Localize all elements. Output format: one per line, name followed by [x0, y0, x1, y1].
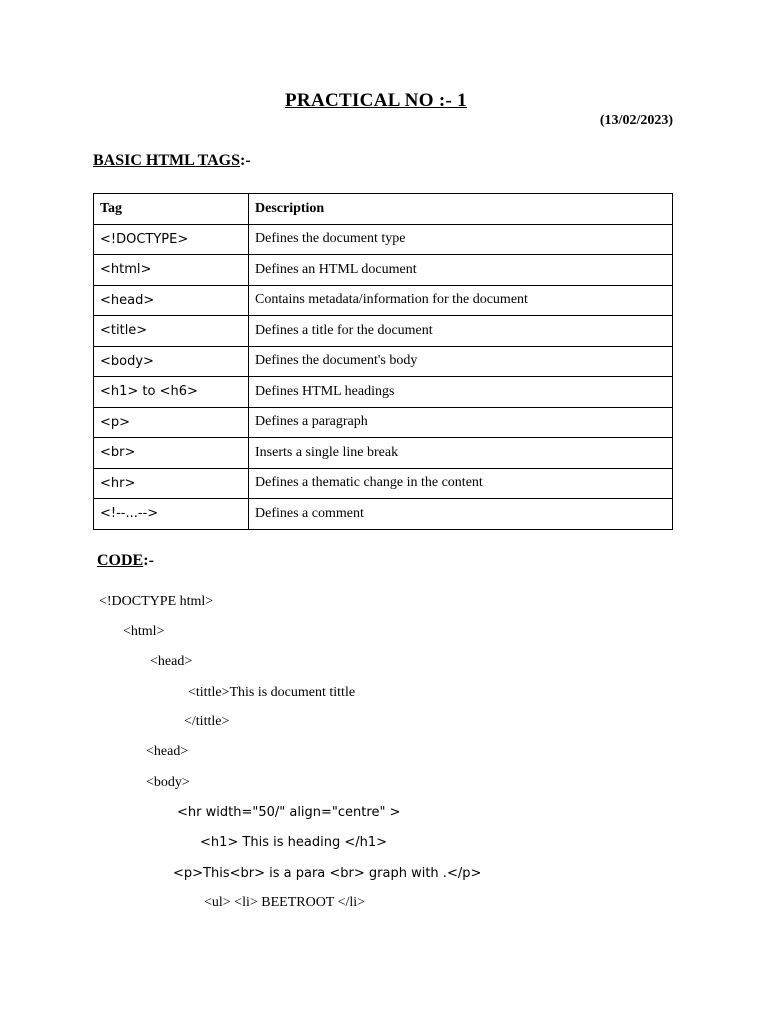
code-line: <hr width="50/" align="centre" >	[177, 805, 401, 820]
table-row	[94, 407, 673, 438]
description-cell: Defines the document type	[249, 224, 673, 255]
table-row	[94, 316, 673, 347]
table-row	[94, 377, 673, 408]
code-line: <head>	[146, 744, 189, 759]
code-line: <body>	[146, 775, 190, 790]
table-row	[94, 346, 673, 377]
section-heading-suffix: :-	[143, 552, 154, 569]
table-row	[94, 255, 673, 286]
description-cell: Defines a comment	[249, 499, 673, 530]
table-row	[94, 468, 673, 499]
section-heading-text: CODE	[97, 552, 144, 569]
code-line: <!DOCTYPE html>	[99, 594, 214, 609]
tag-cell: <head>	[94, 285, 249, 316]
description-cell: Contains metadata/information for the document	[249, 285, 673, 316]
description-cell: Defines a title for the document	[249, 316, 673, 347]
tag-cell: <html>	[94, 255, 249, 286]
tag-cell: <title>	[94, 316, 249, 347]
description-cell: Defines a paragraph	[249, 407, 673, 438]
code-line: <h1> This is heading </h1>	[200, 835, 388, 850]
tag-cell: <!--...-->	[94, 499, 249, 530]
tag-cell: <hr>	[94, 468, 249, 499]
table-row	[94, 438, 673, 469]
section-heading-suffix: :-	[240, 152, 251, 169]
column-header-description: Description	[249, 194, 673, 225]
section-heading-code	[97, 552, 154, 570]
code-line: <tittle>This is document tittle	[188, 685, 356, 700]
table-header-row	[94, 194, 673, 225]
practical-date: (13/02/2023)	[599, 113, 673, 128]
section-heading-basic-html-tags	[93, 152, 251, 170]
code-line: </tittle>	[184, 714, 230, 729]
tag-cell: <p>	[94, 407, 249, 438]
description-cell: Defines the document's body	[249, 346, 673, 377]
table-row	[94, 499, 673, 530]
code-line: <p>This<br> is a para <br> graph with .</p>	[173, 866, 482, 881]
description-cell: Defines a thematic change in the content	[249, 468, 673, 499]
section-heading-text: BASIC HTML TAGS	[93, 152, 241, 169]
column-header-tag: Tag	[94, 194, 249, 225]
description-cell: Defines an HTML document	[249, 255, 673, 286]
html-tags-table	[93, 193, 673, 530]
description-cell: Inserts a single line break	[249, 438, 673, 469]
tag-cell: <br>	[94, 438, 249, 469]
tag-cell: <!DOCTYPE>	[94, 224, 249, 255]
tag-cell: <h1> to <h6>	[94, 377, 249, 408]
tag-cell: <body>	[94, 346, 249, 377]
table-row	[94, 224, 673, 255]
table-row	[94, 285, 673, 316]
code-line: <head>	[150, 654, 193, 669]
description-cell: Defines HTML headings	[249, 377, 673, 408]
code-line: <html>	[123, 624, 165, 639]
code-line: <ul> <li> BEETROOT </li>	[204, 895, 366, 910]
page-title: PRACTICAL NO :- 1	[285, 90, 467, 111]
